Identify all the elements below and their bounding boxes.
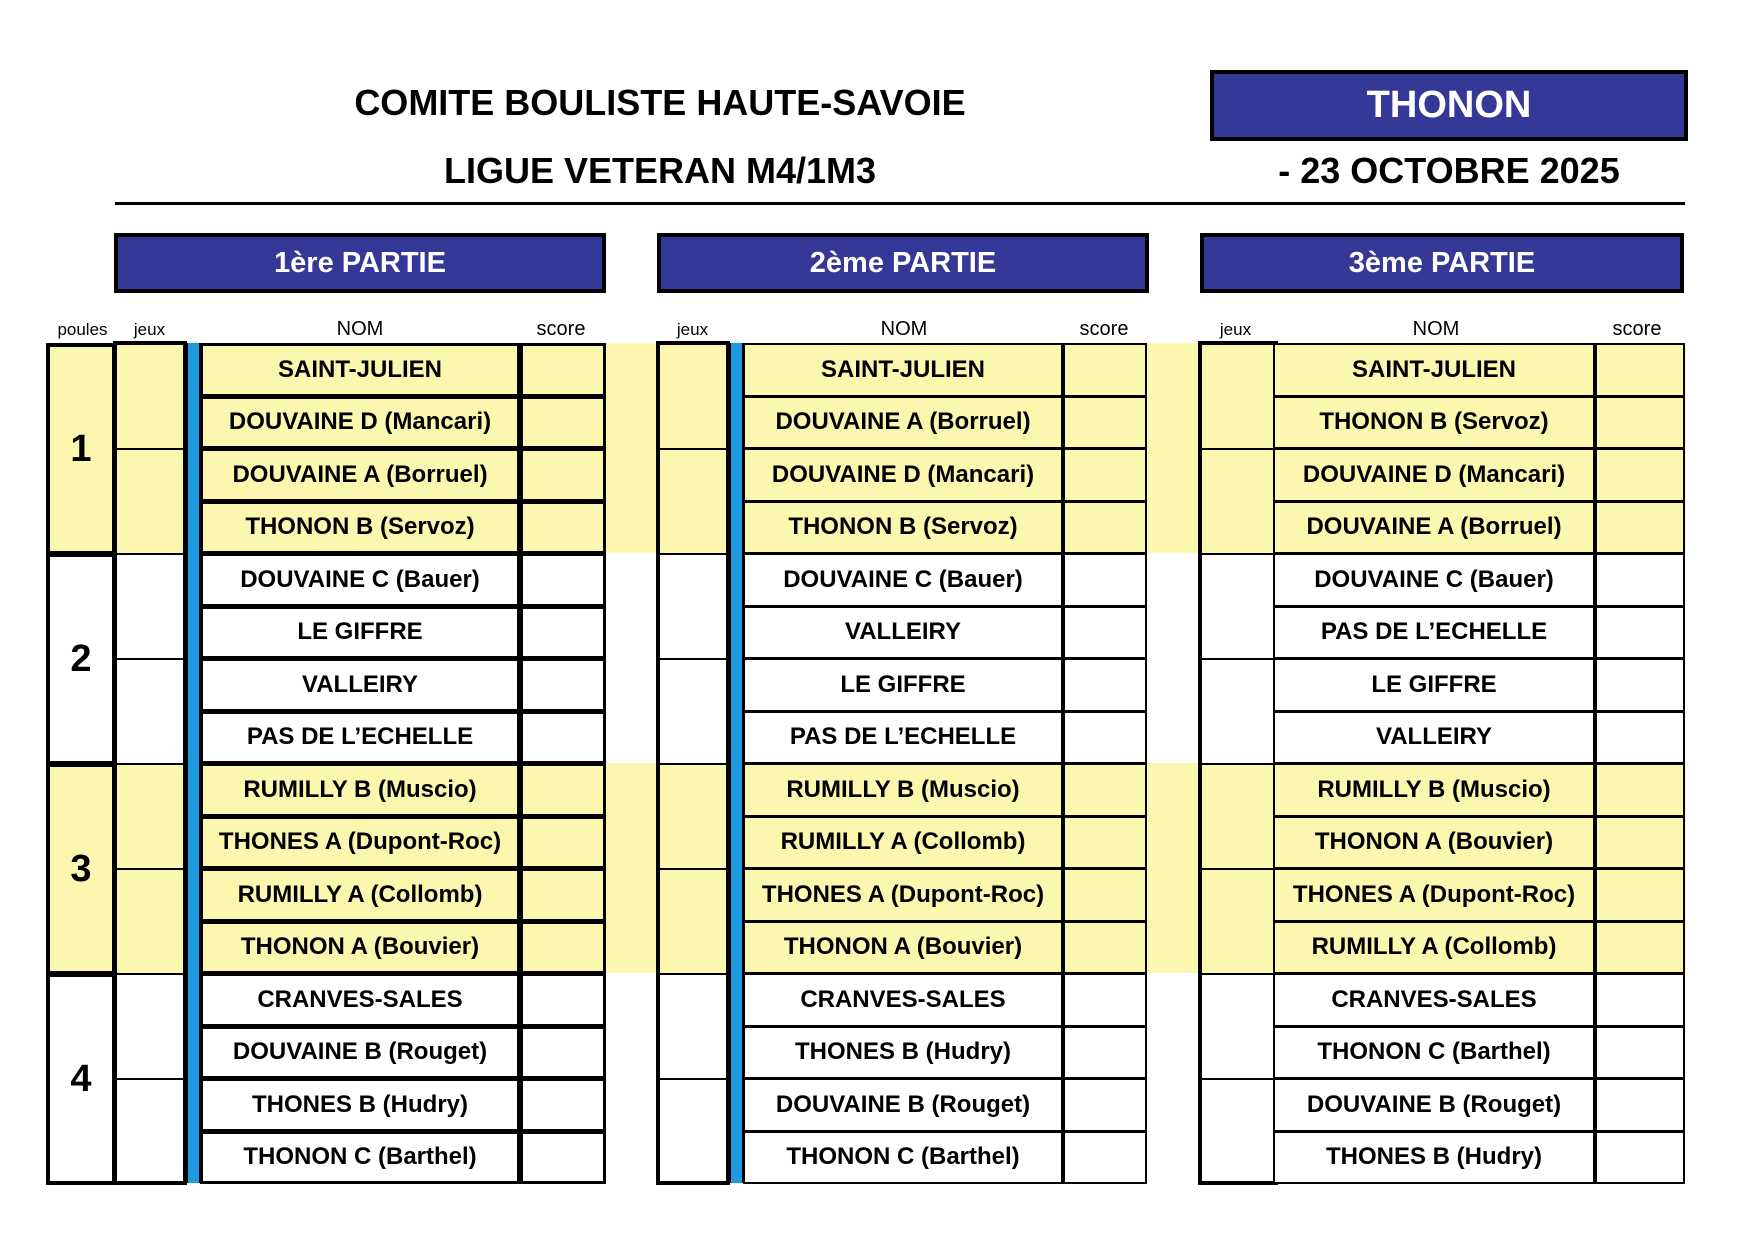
team-name: RUMILLY B (Muscio) — [743, 763, 1063, 817]
team-name: DOUVAINE C (Bauer) — [200, 553, 520, 607]
team-name: LE GIFFRE — [200, 606, 520, 660]
team-name: DOUVAINE D (Mancari) — [743, 448, 1063, 502]
event-date: - 23 OCTOBRE 2025 — [1278, 150, 1620, 191]
team-name: THONES B (Hudry) — [200, 1078, 520, 1132]
score-cell — [520, 396, 606, 450]
team-name: THONES B (Hudry) — [1273, 1131, 1595, 1185]
team-name: THONON A (Bouvier) — [200, 921, 520, 975]
team-name: LE GIFFRE — [1273, 658, 1595, 712]
team-name: THONES A (Dupont-Roc) — [1273, 868, 1595, 922]
team-name: DOUVAINE A (Borruel) — [743, 396, 1063, 450]
team-name: DOUVAINE D (Mancari) — [200, 396, 520, 450]
league-title: LIGUE VETERAN M4/1M3 — [443, 150, 877, 191]
team-name: THONON A (Bouvier) — [743, 921, 1063, 975]
score-cell — [520, 1026, 606, 1080]
team-name: THONON B (Servoz) — [200, 501, 520, 555]
team-name: RUMILLY B (Muscio) — [1273, 763, 1595, 817]
nom-column-header-1: NOM — [336, 318, 384, 340]
team-name: DOUVAINE B (Rouget) — [743, 1078, 1063, 1132]
score-cell — [520, 1131, 606, 1185]
score-cell — [1595, 868, 1685, 922]
score-cell — [520, 921, 606, 975]
poule-number: 2 — [46, 553, 116, 765]
score-cell — [1063, 868, 1147, 922]
score-cell — [1063, 1078, 1147, 1132]
score-cell — [1595, 711, 1685, 765]
score-cell — [1595, 816, 1685, 870]
jeux-column-frame — [1198, 341, 1278, 1185]
score-cell — [1063, 973, 1147, 1027]
team-name: RUMILLY A (Collomb) — [200, 868, 520, 922]
team-name: DOUVAINE C (Bauer) — [743, 553, 1063, 607]
jeux-column-header-3: jeux — [1219, 320, 1252, 339]
score-cell — [1063, 921, 1147, 975]
score-cell — [1063, 396, 1147, 450]
score-cell — [520, 816, 606, 870]
team-name: THONON C (Barthel) — [1273, 1026, 1595, 1080]
score-cell — [1063, 606, 1147, 660]
score-cell — [520, 868, 606, 922]
score-cell — [1595, 448, 1685, 502]
poule-number: 3 — [46, 763, 116, 975]
team-name: RUMILLY A (Collomb) — [1273, 921, 1595, 975]
score-cell — [1063, 448, 1147, 502]
score-cell — [1595, 553, 1685, 607]
team-name: VALLEIRY — [1273, 711, 1595, 765]
partie-1-header: 1ère PARTIE — [114, 233, 606, 293]
team-name: THONON A (Bouvier) — [1273, 816, 1595, 870]
score-cell — [1595, 501, 1685, 555]
score-cell — [1595, 396, 1685, 450]
poules-column-header: poules — [57, 320, 108, 339]
score-cell — [1063, 658, 1147, 712]
score-cell — [1063, 1026, 1147, 1080]
score-column-header-3: score — [1612, 318, 1662, 340]
poule-number: 1 — [46, 343, 116, 555]
team-name: CRANVES-SALES — [1273, 973, 1595, 1027]
team-name: LE GIFFRE — [743, 658, 1063, 712]
score-cell — [1595, 1131, 1685, 1185]
score-cell — [520, 1078, 606, 1132]
partie-2-header: 2ème PARTIE — [657, 233, 1149, 293]
score-column-header-1: score — [536, 318, 586, 340]
score-cell — [1595, 606, 1685, 660]
score-cell — [520, 501, 606, 555]
team-name: THONON B (Servoz) — [743, 501, 1063, 555]
jeux-column-frame — [656, 341, 730, 1185]
score-cell — [1595, 658, 1685, 712]
team-name: DOUVAINE B (Rouget) — [200, 1026, 520, 1080]
team-name: SAINT-JULIEN — [200, 343, 520, 397]
team-name: THONES B (Hudry) — [743, 1026, 1063, 1080]
score-cell — [1063, 553, 1147, 607]
score-cell — [1063, 343, 1147, 397]
team-name: VALLEIRY — [200, 658, 520, 712]
score-cell — [1063, 763, 1147, 817]
score-cell — [1063, 501, 1147, 555]
score-cell — [520, 763, 606, 817]
team-name: THONON B (Servoz) — [1273, 396, 1595, 450]
team-name: THONON C (Barthel) — [743, 1131, 1063, 1185]
score-cell — [520, 711, 606, 765]
score-cell — [520, 343, 606, 397]
team-name: SAINT-JULIEN — [743, 343, 1063, 397]
score-cell — [1595, 763, 1685, 817]
score-cell — [1063, 816, 1147, 870]
team-name: THONES A (Dupont-Roc) — [743, 868, 1063, 922]
team-name: RUMILLY B (Muscio) — [200, 763, 520, 817]
team-name: DOUVAINE A (Borruel) — [200, 448, 520, 502]
score-cell — [520, 553, 606, 607]
team-name: RUMILLY A (Collomb) — [743, 816, 1063, 870]
jeux-column-header-1: jeux — [133, 320, 166, 339]
score-cell — [1595, 973, 1685, 1027]
nom-column-header-3: NOM — [1412, 318, 1460, 340]
poule-number: 4 — [46, 973, 116, 1185]
team-name: PAS DE L’ECHELLE — [743, 711, 1063, 765]
team-name: DOUVAINE A (Borruel) — [1273, 501, 1595, 555]
venue-banner: THONON — [1210, 70, 1688, 141]
team-name: DOUVAINE C (Bauer) — [1273, 553, 1595, 607]
team-name: PAS DE L’ECHELLE — [1273, 606, 1595, 660]
team-name: THONON C (Barthel) — [200, 1131, 520, 1185]
team-name: PAS DE L’ECHELLE — [200, 711, 520, 765]
team-name: THONES A (Dupont-Roc) — [200, 816, 520, 870]
team-name: CRANVES-SALES — [200, 973, 520, 1027]
score-column-header-2: score — [1079, 318, 1129, 340]
team-name: SAINT-JULIEN — [1273, 343, 1595, 397]
team-name: DOUVAINE D (Mancari) — [1273, 448, 1595, 502]
organization-title: COMITE BOULISTE HAUTE-SAVOIE — [354, 82, 966, 123]
nom-column-header-2: NOM — [880, 318, 928, 340]
score-cell — [1595, 1026, 1685, 1080]
team-name: VALLEIRY — [743, 606, 1063, 660]
team-name: DOUVAINE B (Rouget) — [1273, 1078, 1595, 1132]
header-divider — [115, 202, 1685, 205]
score-cell — [1063, 1131, 1147, 1185]
score-cell — [520, 606, 606, 660]
jeux-column-frame — [113, 341, 187, 1185]
score-cell — [520, 973, 606, 1027]
team-name: CRANVES-SALES — [743, 973, 1063, 1027]
score-cell — [1063, 711, 1147, 765]
score-cell — [1595, 1078, 1685, 1132]
score-cell — [1595, 343, 1685, 397]
score-cell — [520, 658, 606, 712]
score-cell — [520, 448, 606, 502]
score-cell — [1595, 921, 1685, 975]
jeux-column-header-2: jeux — [676, 320, 709, 339]
partie-3-header: 3ème PARTIE — [1200, 233, 1684, 293]
